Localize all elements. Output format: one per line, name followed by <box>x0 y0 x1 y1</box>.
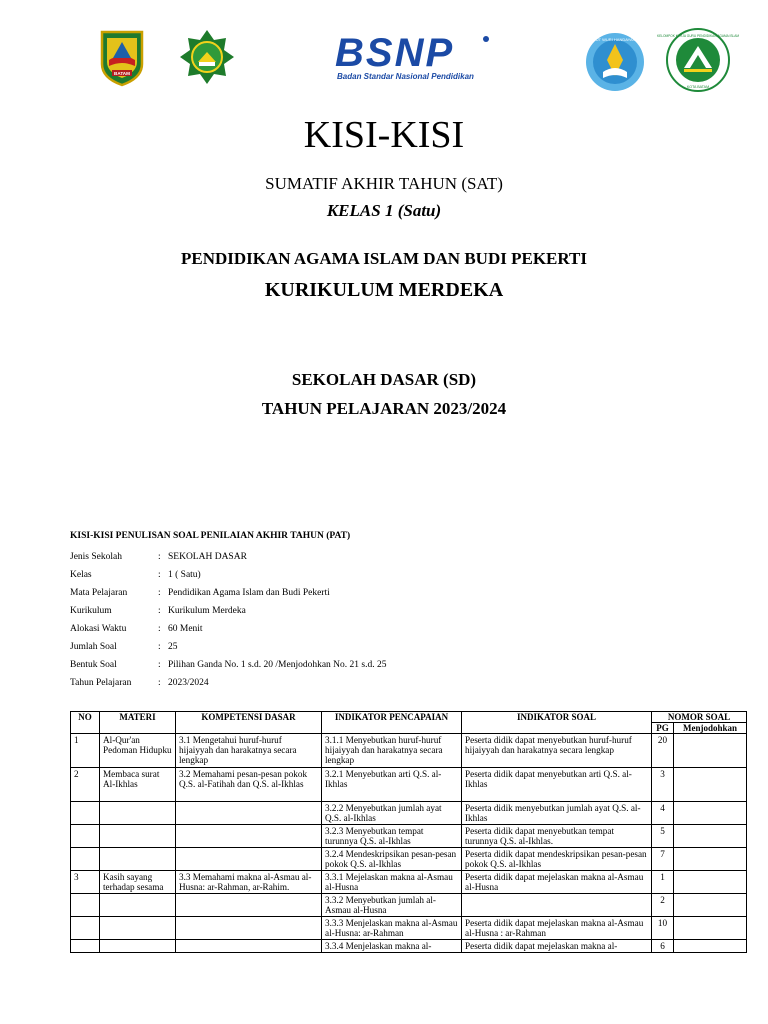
info-row <box>70 620 387 638</box>
info-key: Bentuk Soal <box>70 660 117 670</box>
cell-is: Peserta didik menyebutkan jumlah ayat Q.S. al-Ikhlas <box>462 802 652 825</box>
info-title: KISI-KISI PENULISAN SOAL PENILAIAN AKHIR TAHUN (PAT) <box>70 531 351 541</box>
info-row <box>70 566 387 584</box>
cell-pg: 2 <box>652 894 674 917</box>
cell-no: 1 <box>71 734 100 768</box>
cell-no <box>71 894 100 917</box>
info-value: 1 ( Satu) <box>168 570 201 580</box>
cell-no <box>71 917 100 940</box>
info-value: 25 <box>168 642 178 652</box>
info-colon: : <box>158 660 161 670</box>
info-row <box>70 584 387 602</box>
kkg-pai-logo <box>656 28 740 92</box>
info-colon: : <box>158 588 161 598</box>
cell-kd <box>176 917 322 940</box>
cell-materi <box>100 894 176 917</box>
cell-pg: 4 <box>652 802 674 825</box>
cell-ip: 3.2.3 Menyebutkan tempat turunnya Q.S. al-Ikhlas <box>322 825 462 848</box>
info-value: Kurikulum Merdeka <box>168 606 246 616</box>
logo-bar <box>0 26 768 96</box>
bsnp-wordmark: BSNP <box>335 31 455 75</box>
cell-ip: 3.2.1 Menyebutkan arti Q.S. al-Ikhlas <box>322 768 462 802</box>
table-row <box>71 940 747 953</box>
cell-materi: Kasih sayang terhadap sesama <box>100 871 176 894</box>
table-row <box>71 734 747 768</box>
cell-is: Peserta didik dapat mendeskripsikan pesan-pesan pokok Q.S. al-Ikhlas <box>462 848 652 871</box>
cell-kd <box>176 825 322 848</box>
info-colon: : <box>158 642 161 652</box>
subtitle-kelas: KELAS 1 (Satu) <box>326 201 442 220</box>
cell-pg: 5 <box>652 825 674 848</box>
kkg-ring-text: KELOMPOK KERJA GURU PENDIDIKAN AGAMA ISLAM <box>656 34 740 38</box>
cell-mj <box>674 802 747 825</box>
cell-materi <box>100 848 176 871</box>
table-row <box>71 768 747 802</box>
cell-is: Peserta didik dapat mejelaskan makna al-Asmau al-Husna <box>462 871 652 894</box>
cell-mj <box>674 871 747 894</box>
cell-kd: 3.3 Memahami makna al-Asmau al-Husna: ar-Rahman, ar-Rahim. <box>176 871 322 894</box>
subject-title: PENDIDIKAN AGAMA ISLAM DAN BUDI PEKERTI <box>180 249 588 268</box>
cell-is: Peserta didik dapat menyebutkan huruf-huruf hijaiyyah dan harakatnya secara lengkap <box>462 734 652 768</box>
cell-no: 2 <box>71 768 100 802</box>
table-row <box>71 825 747 848</box>
info-key: Mata Pelajaran <box>70 588 128 598</box>
info-row <box>70 602 387 620</box>
table-row <box>71 894 747 917</box>
col-header-indikator-soal: INDIKATOR SOAL <box>462 712 652 734</box>
col-header-kompetensi-dasar: KOMPETENSI DASAR <box>176 712 322 734</box>
school-level: SEKOLAH DASAR (SD) <box>291 370 477 389</box>
batam-emblem-logo <box>99 30 145 86</box>
cell-pg: 6 <box>652 940 674 953</box>
cell-ip: 3.3.1 Mejelaskan makna al-Asmau al-Husna <box>322 871 462 894</box>
tut-wuri-text: TUT WURI HANDAYANI <box>593 37 637 42</box>
cell-mj <box>674 768 747 802</box>
info-row <box>70 656 387 674</box>
cell-ip: 3.3.2 Menyebutkan jumlah al-Asmau al-Husna <box>322 894 462 917</box>
cell-materi <box>100 917 176 940</box>
col-header-pg: PG <box>652 723 674 734</box>
cell-no <box>71 825 100 848</box>
cell-ip: 3.3.3 Menjelaskan makna al-Asmau al-Husna: ar-Rahman <box>322 917 462 940</box>
cell-ip: 3.2.2 Menyebutkan jumlah ayat Q.S. al-Ikhlas <box>322 802 462 825</box>
cell-ip: 3.3.4 Menjelaskan makna al- <box>322 940 462 953</box>
cell-pg: 3 <box>652 768 674 802</box>
col-header-nomor-soal: NOMOR SOAL <box>652 712 747 723</box>
col-header-indikator-pencapaian: INDIKATOR PENCAPAIAN <box>322 712 462 734</box>
info-row <box>70 638 387 656</box>
cell-materi: Al-Qur'an Pedoman Hidupku <box>100 734 176 768</box>
cell-pg: 20 <box>652 734 674 768</box>
info-block <box>70 531 387 692</box>
cell-mj <box>674 917 747 940</box>
cell-no <box>71 848 100 871</box>
info-key: Alokasi Waktu <box>70 624 127 634</box>
document-title: KISI-KISI <box>303 114 465 156</box>
curriculum-title: KURIKULUM MERDEKA <box>264 279 504 301</box>
cell-mj <box>674 734 747 768</box>
table-row <box>71 871 747 894</box>
cell-pg: 1 <box>652 871 674 894</box>
info-value: Pilihan Ganda No. 1 s.d. 20 /Menjodohkan No. 21 s.d. 25 <box>168 660 387 670</box>
info-key: Kelas <box>70 570 92 580</box>
table-row <box>71 917 747 940</box>
cell-kd <box>176 894 322 917</box>
info-colon: : <box>158 678 161 688</box>
cell-pg: 10 <box>652 917 674 940</box>
info-colon: : <box>158 552 161 562</box>
cell-ip: 3.1.1 Menyebutkan huruf-huruf hijaiyyah dan harakatnya secara lengkap <box>322 734 462 768</box>
cell-is <box>462 894 652 917</box>
cell-no: 3 <box>71 871 100 894</box>
info-key: Jenis Sekolah <box>70 552 122 562</box>
cell-materi <box>100 940 176 953</box>
cell-pg: 7 <box>652 848 674 871</box>
cell-is: Peserta didik dapat menyebutkan arti Q.S. al-Ikhlas <box>462 768 652 802</box>
col-header-menjodohkan: Menjodohkan <box>674 723 747 734</box>
cell-no <box>71 940 100 953</box>
col-header-materi: MATERI <box>100 712 176 734</box>
cell-mj <box>674 940 747 953</box>
cell-is: Peserta didik dapat mejelaskan makna al- <box>462 940 652 953</box>
info-value: SEKOLAH DASAR <box>168 552 247 562</box>
col-header-no: NO <box>71 712 100 734</box>
info-row <box>70 548 387 566</box>
info-key: Jumlah Soal <box>70 642 117 652</box>
table-row <box>71 802 747 825</box>
cell-kd <box>176 848 322 871</box>
cell-ip: 3.2.4 Mendeskripsikan pesan-pesan pokok Q.S. al-Ikhlas <box>322 848 462 871</box>
batam-emblem-text: BATAM <box>114 71 130 76</box>
table-header-row <box>71 712 747 723</box>
tut-wuri-handayani-logo <box>585 32 645 92</box>
info-colon: : <box>158 624 161 634</box>
cell-mj <box>674 825 747 848</box>
cell-kd <box>176 802 322 825</box>
kkg-bottom-text: KOTA BATAM <box>686 85 710 89</box>
cell-materi <box>100 825 176 848</box>
info-colon: : <box>158 570 161 580</box>
bsnp-dot-icon <box>483 36 489 42</box>
info-key: Kurikulum <box>70 606 112 616</box>
info-value: 2023/2024 <box>168 678 209 688</box>
cell-mj <box>674 848 747 871</box>
info-key: Tahun Pelajaran <box>70 678 132 688</box>
subtitle-sat: SUMATIF AKHIR TAHUN (SAT) <box>265 174 503 193</box>
kisi-kisi-table <box>70 711 747 953</box>
cell-materi <box>100 802 176 825</box>
cell-kd: 3.2 Memahami pesan-pesan pokok Q.S. al-Fatihah dan Q.S. al-Ikhlas <box>176 768 322 802</box>
bsnp-logo <box>335 31 495 84</box>
bsnp-subtitle: Badan Standar Nasional Pendidikan <box>337 72 474 81</box>
cell-is: Peserta didik dapat mejelaskan makna al-Asmau al-Husna : ar-Rahman <box>462 917 652 940</box>
academic-year: TAHUN PELAJARAN 2023/2024 <box>261 399 507 418</box>
cell-kd: 3.1 Mengetahui huruf-huruf hijaiyyah dan harakatnya secara lengkap <box>176 734 322 768</box>
cell-materi: Membaca surat Al-Ikhlas <box>100 768 176 802</box>
info-colon: : <box>158 606 161 616</box>
table-row <box>71 848 747 871</box>
cell-mj <box>674 894 747 917</box>
info-row <box>70 674 387 692</box>
kemenag-logo <box>178 28 236 86</box>
info-value: Pendidikan Agama Islam dan Budi Pekerti <box>168 588 330 598</box>
cell-is: Peserta didik dapat menyebutkan tempat turunnya Q.S. al-Ikhlas. <box>462 825 652 848</box>
cell-kd <box>176 940 322 953</box>
info-value: 60 Menit <box>168 624 203 634</box>
cell-no <box>71 802 100 825</box>
